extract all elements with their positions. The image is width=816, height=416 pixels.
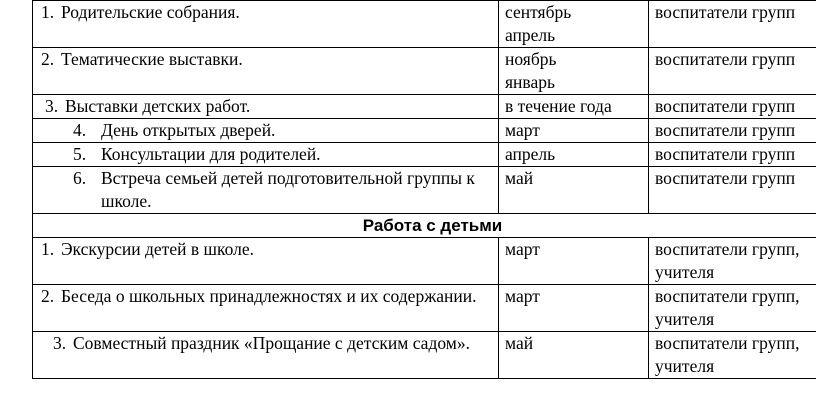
responsible-cell: воспитатели групп, учителя — [649, 238, 816, 285]
table-row — [33, 1, 816, 48]
responsible-cell: воспитатели групп — [649, 143, 816, 167]
table-row — [33, 48, 816, 95]
event-cell: 2. Беседа о школьных принадлежностях и их содержании. — [33, 285, 499, 332]
table-row — [33, 332, 816, 379]
event-text: Беседа о школьных принадлежностях и их содержании. — [61, 286, 477, 306]
table-row — [33, 285, 816, 332]
event-cell: 6. Встреча семьей детей подготовительной группы к школе. — [33, 167, 499, 214]
date-cell: в течение года — [499, 95, 649, 119]
event-text: Встреча семьей детей подготовительной группы к школе. — [101, 168, 475, 211]
responsible-cell: воспитатели групп — [649, 1, 816, 48]
table-row — [33, 95, 816, 119]
table-row — [33, 167, 816, 214]
section-title: Работа с детьми — [33, 214, 816, 238]
responsible-cell: воспитатели групп — [649, 167, 816, 214]
event-text: День открытых дверей. — [101, 120, 276, 140]
date-cell: апрель — [499, 143, 649, 167]
responsible-cell: воспитатели групп — [649, 119, 816, 143]
date-cell: март — [499, 238, 649, 285]
date-cell: май — [499, 332, 649, 379]
event-cell: 3. Выставки детских работ. — [33, 95, 499, 119]
section-header-row — [33, 214, 816, 238]
date-cell: сентябрь апрель — [499, 1, 649, 48]
event-text: Выставки детских работ. — [65, 96, 251, 116]
responsible-cell: воспитатели групп — [649, 95, 816, 119]
date-cell: март — [499, 119, 649, 143]
event-text: Тематические выставки. — [61, 49, 243, 69]
event-cell: 5. Консультации для родителей. — [33, 143, 499, 167]
event-cell: 1. Экскурсии детей в школе. — [33, 238, 499, 285]
event-cell: 3. Совместный праздник «Прощание с детским садом». — [33, 332, 499, 379]
event-cell: 4. День открытых дверей. — [33, 119, 499, 143]
table-row — [33, 238, 816, 285]
date-cell: май — [499, 167, 649, 214]
responsible-cell: воспитатели групп — [649, 48, 816, 95]
responsible-cell: воспитатели групп, учителя — [649, 285, 816, 332]
date-cell: ноябрь январь — [499, 48, 649, 95]
table-row — [33, 143, 816, 167]
event-text: Консультации для родителей. — [101, 144, 321, 164]
events-table — [32, 0, 816, 379]
date-cell: март — [499, 285, 649, 332]
event-text: Совместный праздник «Прощание с детским садом». — [73, 333, 470, 353]
event-text: Экскурсии детей в школе. — [61, 239, 254, 259]
event-cell: 2. Тематические выставки. — [33, 48, 499, 95]
event-cell: 1. Родительские собрания. — [33, 1, 499, 48]
responsible-cell: воспитатели групп, учителя — [649, 332, 816, 379]
event-text: Родительские собрания. — [61, 2, 240, 22]
table-row — [33, 119, 816, 143]
